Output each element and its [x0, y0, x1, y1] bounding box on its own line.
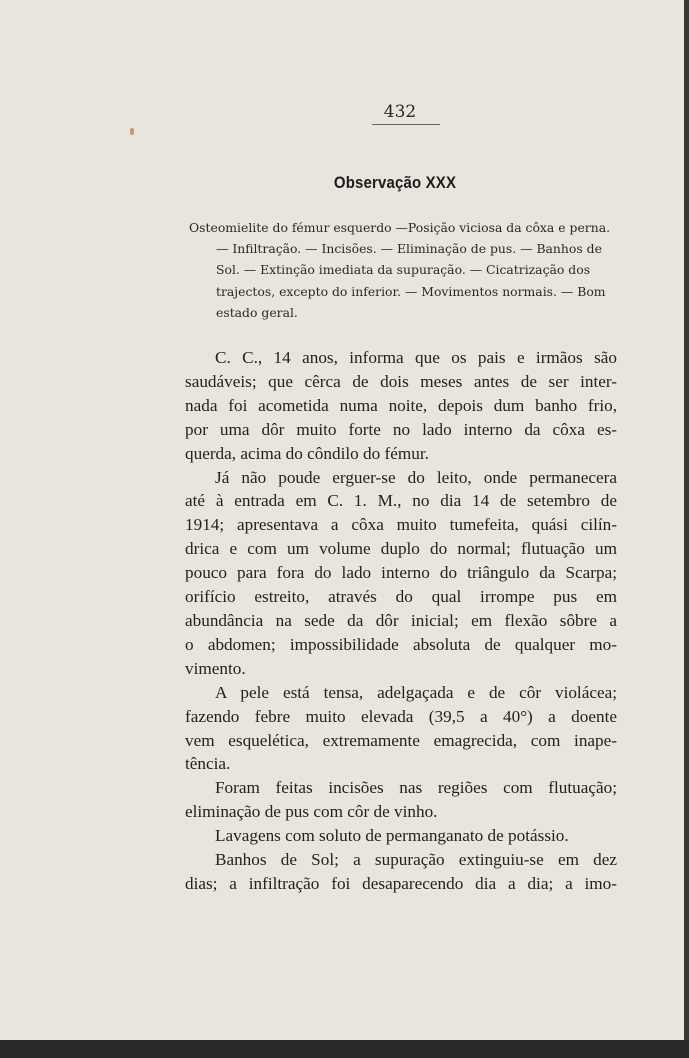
text-line: C. C., 14 anos, informa que os pais e irmãos são — [215, 348, 617, 367]
text-line: eliminação de pus com côr de vinho. — [185, 802, 438, 822]
page-number-underline — [372, 124, 440, 125]
text-line: nada foi acometida numa noite, depois dum banho frio, — [185, 395, 617, 415]
text-line: Banhos de Sol; a supuração extinguiu-se em dez — [215, 850, 617, 870]
summary-line: — Infiltração. — Incisões. — Eliminação de pus. — Banhos de — [216, 241, 602, 257]
scan-edge-bottom — [0, 1040, 689, 1058]
text-line: saudáveis; que cêrca de dois meses antes de ser inter- — [185, 371, 617, 391]
text-line: até à entrada em C. 1. M., no dia 14 de setembro de — [185, 491, 617, 511]
case-summary — [189, 217, 621, 323]
text-line: Lavagens com soluto de permanganato de potássio. — [215, 826, 569, 846]
text-line: dias; a infiltração foi desaparecendo dia a dia; a imo- — [185, 873, 617, 893]
text-line: o abdomen; impossibilidade absoluta de qualquer mo- — [185, 634, 617, 654]
text-line: abundância na sede da dôr inicial; em flexão sôbre a — [185, 610, 617, 630]
paper-stain — [130, 128, 134, 135]
text-line: drica e com um volume duplo do normal; flutuação um — [185, 539, 617, 559]
text-line: tência. — [185, 754, 231, 774]
text-line: Foram feitas incisões nas regiões com flutuação; — [215, 778, 617, 798]
text-line: querda, acima do côndilo do fémur. — [185, 443, 429, 463]
summary-line: Sol. — Extinção imediata da supuração. — Cicatrização dos — [216, 262, 591, 278]
text-line: pouco para fora do lado interno do triângulo da Scarpa; — [185, 563, 617, 583]
scan-edge-right — [684, 0, 689, 1040]
text-line: A pele está tensa, adelgaçada e de côr violácea; — [215, 682, 617, 702]
summary-line: estado geral. — [216, 304, 298, 320]
text-line: vem esquelética, extremamente emagrecida, com inape- — [185, 730, 617, 750]
text-line: Já não poude erguer-se do leito, onde permanecera — [215, 467, 617, 487]
text-line: orifício estreito, através do qual irrompe pus em — [185, 587, 617, 607]
summary-line: trajectos, excepto do inferior. — Movimentos normais. — Bom — [216, 283, 606, 299]
page-number: 432 — [383, 102, 417, 122]
summary-line: Osteomielite do fémur esquerdo —Posição viciosa da côxa e perna. — [189, 220, 611, 235]
section-title: Observação XXX — [333, 173, 457, 192]
text-line: por uma dôr muito forte no lado interno da côxa es- — [185, 419, 617, 439]
text-line: fazendo febre muito elevada (39,5 a 40°) a doente — [185, 706, 617, 726]
body-text — [185, 346, 617, 896]
text-line: vimento. — [185, 658, 246, 678]
text-line: 1914; apresentava a côxa muito tumefeita, quási cilín- — [185, 515, 617, 535]
